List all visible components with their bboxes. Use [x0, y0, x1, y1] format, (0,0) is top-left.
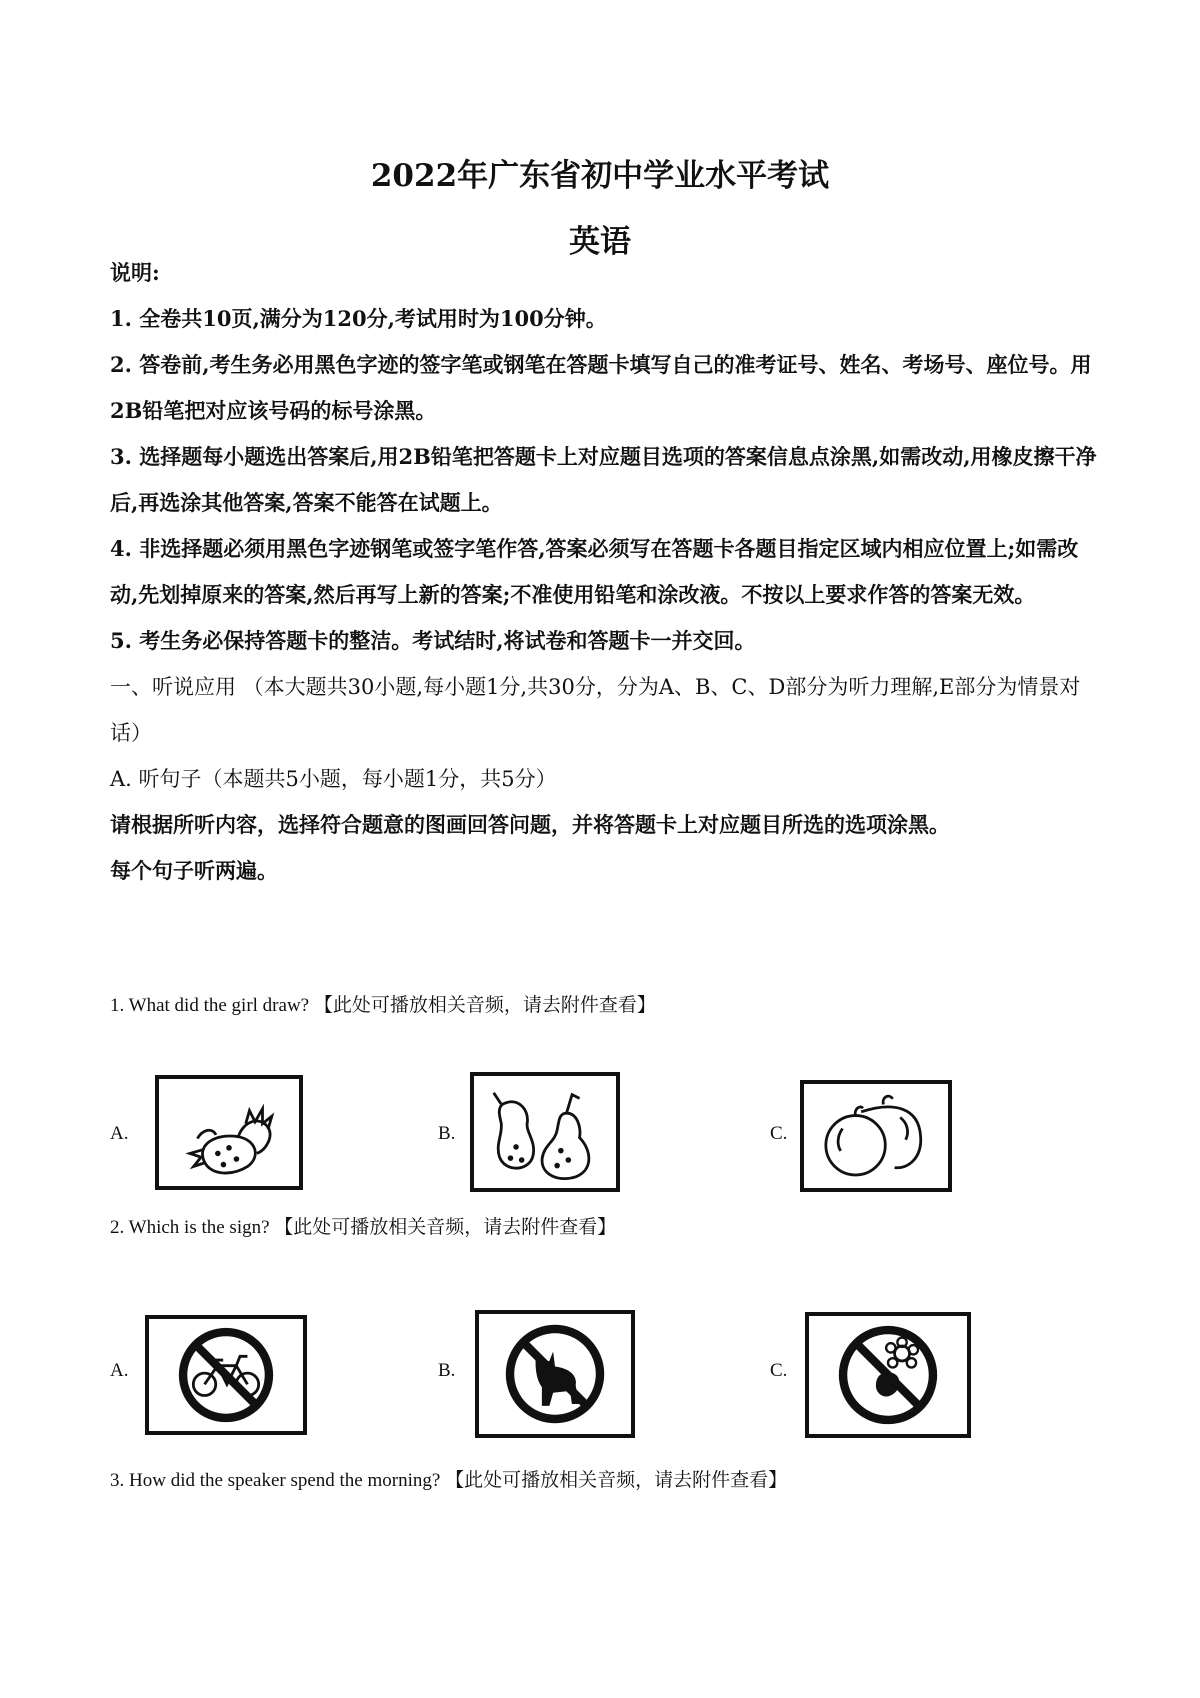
instruction-item-5: 5. 考生务必保持答题卡的整洁。考试结时,将试卷和答题卡一并交回。: [110, 628, 756, 653]
strawberries-icon[interactable]: [155, 1075, 303, 1190]
pears-icon[interactable]: [470, 1072, 620, 1192]
question-2: [110, 1212, 616, 1239]
instruction-item-4: 4. 非选择题必须用黑色字迹钢笔或签字笔作答,答案必须写在答题卡各题目指定区域内相应位置上;如需改动,先划掉原来的答案,然后再写上新的答案;不准使用铅笔和涂改液。不按以上要求作答的答案无效。: [110, 536, 1079, 607]
q1-option-a-label[interactable]: A.: [110, 1123, 129, 1144]
exam-subject: 英语: [569, 224, 631, 260]
section-one-heading: 一、听说应用 （本大题共30小题,每小题1分,共30分，分为A、B、C、D部分为听力理解,E部分为情景对话）: [110, 675, 1081, 745]
question-3-text: 3. How did the speaker spend the morning?: [110, 1470, 441, 1491]
exam-title: 2022年广东省初中学业水平考试: [370, 158, 830, 194]
q1-option-c-label[interactable]: C.: [770, 1123, 788, 1144]
q2-option-a-label[interactable]: A.: [110, 1360, 129, 1381]
question-2-text: 2. Which is the sign?: [110, 1217, 270, 1238]
question-2-audio-note[interactable]: 【此处可播放相关音频，请去附件查看】: [274, 1216, 617, 1238]
q2-option-c-label[interactable]: C.: [770, 1360, 788, 1381]
question-3: [110, 1465, 787, 1492]
part-a-directions-repeat: 每个句子听两遍。: [110, 858, 278, 883]
instruction-item-3: 3. 选择题每小题选出答案后,用2B铅笔把答题卡上对应题目选项的答案信息点涂黑,如需改动,用橡皮擦干净后,再选涂其他答案,答案不能答在试题上。: [110, 444, 1097, 515]
question-1-audio-note[interactable]: 【此处可播放相关音频，请去附件查看】: [313, 994, 656, 1016]
no-bicycle-icon[interactable]: [145, 1315, 307, 1435]
question-1: [110, 990, 656, 1017]
question-1-text: 1. What did the girl draw?: [110, 995, 310, 1016]
no-picking-flowers-icon[interactable]: [805, 1312, 971, 1438]
instruction-item-1: 1. 全卷共10页,满分为120分,考试用时为100分钟。: [110, 306, 607, 331]
part-a-heading: A. 听句子（本题共5小题，每小题1分，共5分）: [110, 767, 557, 791]
question-3-audio-note[interactable]: 【此处可播放相关音频，请去附件查看】: [445, 1469, 788, 1491]
q1-option-b-label[interactable]: B.: [438, 1123, 456, 1144]
no-dogs-icon[interactable]: [475, 1310, 635, 1438]
instruction-item-2: 2. 答卷前,考生务必用黑色字迹的签字笔或钢笔在答题卡填写自己的准考证号、姓名、考场号、座位号。用2B铅笔把对应该号码的标号涂黑。: [110, 352, 1092, 423]
q2-option-b-label[interactable]: B.: [438, 1360, 456, 1381]
instructions-heading: 说明:: [110, 260, 160, 285]
instructions: [110, 250, 1100, 894]
apples-icon[interactable]: [800, 1080, 952, 1192]
part-a-directions: 请根据所听内容，选择符合题意的图画回答问题，并将答题卡上对应题目所选的选项涂黑。: [110, 812, 950, 837]
